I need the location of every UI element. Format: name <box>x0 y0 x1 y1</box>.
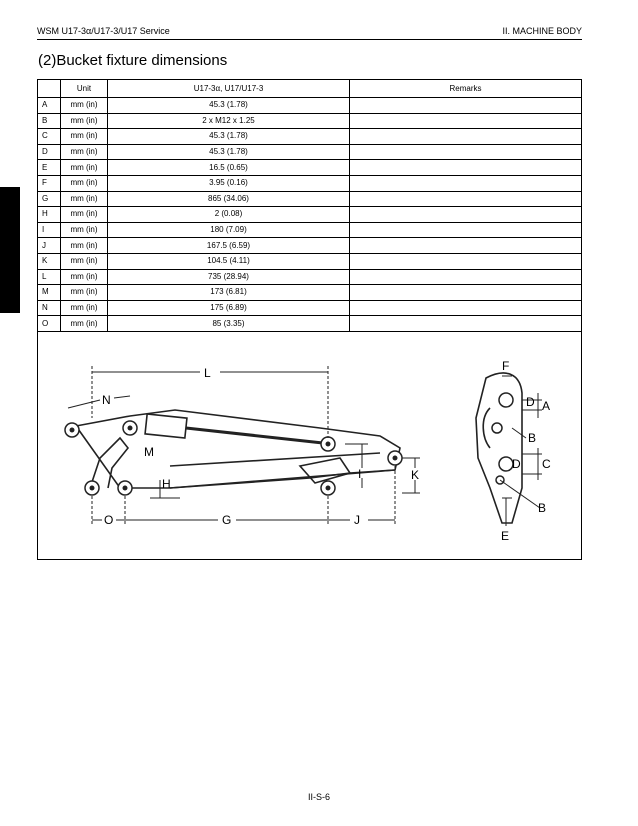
row-unit: mm (in) <box>61 222 108 238</box>
row-unit: mm (in) <box>61 160 108 176</box>
header-doc-title: WSM U17-3α/U17-3/U17 Service <box>37 26 170 36</box>
cylinder-body <box>145 414 187 438</box>
bucket-side-curve <box>483 408 490 448</box>
table-row <box>38 129 582 145</box>
row-remarks <box>350 113 582 129</box>
row-value: 2 (0.08) <box>108 207 350 223</box>
row-value: 175 (6.89) <box>108 300 350 316</box>
row-unit: mm (in) <box>61 144 108 160</box>
label-d-lower: D <box>512 456 521 471</box>
diagram-row <box>38 331 582 559</box>
row-unit: mm (in) <box>61 238 108 254</box>
bucket-pin-upper <box>499 393 513 407</box>
arm-mid-edge <box>170 453 380 466</box>
diagram-cell <box>38 331 582 559</box>
label-o: O <box>104 512 114 527</box>
label-i: I <box>358 466 362 481</box>
row-value: 3.95 (0.16) <box>108 175 350 191</box>
row-key: J <box>38 238 61 254</box>
row-remarks <box>350 160 582 176</box>
table-body <box>38 98 582 332</box>
label-c: C <box>542 456 551 471</box>
page-number: II-S-6 <box>307 792 330 802</box>
row-key: K <box>38 253 61 269</box>
header-value: U17-3α, U17/U17-3 <box>108 80 350 98</box>
label-j: J <box>354 512 360 527</box>
table-row <box>38 191 582 207</box>
row-key: N <box>38 300 61 316</box>
arm-outline <box>76 410 400 488</box>
row-unit: mm (in) <box>61 98 108 114</box>
row-unit: mm (in) <box>61 253 108 269</box>
header-key <box>38 80 61 98</box>
row-key: E <box>38 160 61 176</box>
row-value: 865 (34.06) <box>108 191 350 207</box>
row-value: 173 (6.81) <box>108 285 350 301</box>
table-row <box>38 144 582 160</box>
dimensions-table <box>37 79 582 560</box>
bucket-bolt-upper <box>492 423 502 433</box>
label-n: N <box>102 392 111 407</box>
row-value: 45.3 (1.78) <box>108 98 350 114</box>
row-value: 735 (28.94) <box>108 269 350 285</box>
row-remarks <box>350 144 582 160</box>
table-header-row <box>38 80 582 98</box>
label-h: H <box>162 476 171 491</box>
row-value: 2 x M12 x 1.25 <box>108 113 350 129</box>
table-row <box>38 285 582 301</box>
label-a: A <box>542 398 551 413</box>
header-unit: Unit <box>61 80 108 98</box>
row-key: M <box>38 285 61 301</box>
table-row <box>38 98 582 114</box>
row-value: 16.5 (0.65) <box>108 160 350 176</box>
row-unit: mm (in) <box>61 175 108 191</box>
table-row <box>38 222 582 238</box>
table-row <box>38 238 582 254</box>
label-k: K <box>411 467 420 482</box>
row-remarks <box>350 191 582 207</box>
row-key: F <box>38 175 61 191</box>
row-remarks <box>350 222 582 238</box>
label-f: F <box>502 358 510 373</box>
bucket-pin-lower <box>499 457 513 471</box>
dim-n-right <box>114 396 130 398</box>
row-remarks <box>350 129 582 145</box>
bucket-side-outline <box>476 373 522 523</box>
row-key: I <box>38 222 61 238</box>
row-value: 85 (3.35) <box>108 316 350 332</box>
row-unit: mm (in) <box>61 316 108 332</box>
row-remarks <box>350 175 582 191</box>
row-unit: mm (in) <box>61 300 108 316</box>
header-section: II. MACHINE BODY <box>502 26 582 36</box>
row-unit: mm (in) <box>61 113 108 129</box>
row-unit: mm (in) <box>61 129 108 145</box>
header-rule <box>37 39 582 40</box>
row-unit: mm (in) <box>61 207 108 223</box>
row-remarks <box>350 207 582 223</box>
row-unit: mm (in) <box>61 269 108 285</box>
label-b-lower: B <box>538 500 547 515</box>
row-value: 167.5 (6.59) <box>108 238 350 254</box>
section-title: (2)Bucket fixture dimensions <box>38 52 228 69</box>
label-d-upper: D <box>526 394 535 409</box>
row-key: B <box>38 113 61 129</box>
row-key: G <box>38 191 61 207</box>
side-tab-marker <box>0 187 20 313</box>
row-remarks <box>350 253 582 269</box>
row-key: L <box>38 269 61 285</box>
header-remarks: Remarks <box>350 80 582 98</box>
table-row <box>38 175 582 191</box>
row-remarks <box>350 269 582 285</box>
link-bar-left <box>90 438 128 488</box>
row-value: 45.3 (1.78) <box>108 144 350 160</box>
row-unit: mm (in) <box>61 191 108 207</box>
cylinder-rod <box>186 428 332 444</box>
dim-n-left <box>68 400 100 408</box>
row-key: D <box>38 144 61 160</box>
row-remarks <box>350 285 582 301</box>
label-m: M <box>144 444 154 459</box>
row-value: 104.5 (4.11) <box>108 253 350 269</box>
row-value: 180 (7.09) <box>108 222 350 238</box>
table-row <box>38 207 582 223</box>
row-unit: mm (in) <box>61 285 108 301</box>
table-row <box>38 269 582 285</box>
table-row <box>38 160 582 176</box>
label-l: L <box>204 365 211 380</box>
row-key: O <box>38 316 61 332</box>
bucket-fixture-diagram <box>50 348 570 548</box>
row-value: 45.3 (1.78) <box>108 129 350 145</box>
label-e: E <box>501 528 510 543</box>
row-key: C <box>38 129 61 145</box>
table-row <box>38 253 582 269</box>
bucket-bracket <box>300 458 350 483</box>
row-key: H <box>38 207 61 223</box>
row-remarks <box>350 238 582 254</box>
row-remarks <box>350 300 582 316</box>
label-g: G <box>222 512 232 527</box>
table-row <box>38 113 582 129</box>
row-remarks <box>350 316 582 332</box>
table-row <box>38 300 582 316</box>
row-remarks <box>350 98 582 114</box>
label-b-upper: B <box>528 430 537 445</box>
table-row <box>38 316 582 332</box>
row-key: A <box>38 98 61 114</box>
